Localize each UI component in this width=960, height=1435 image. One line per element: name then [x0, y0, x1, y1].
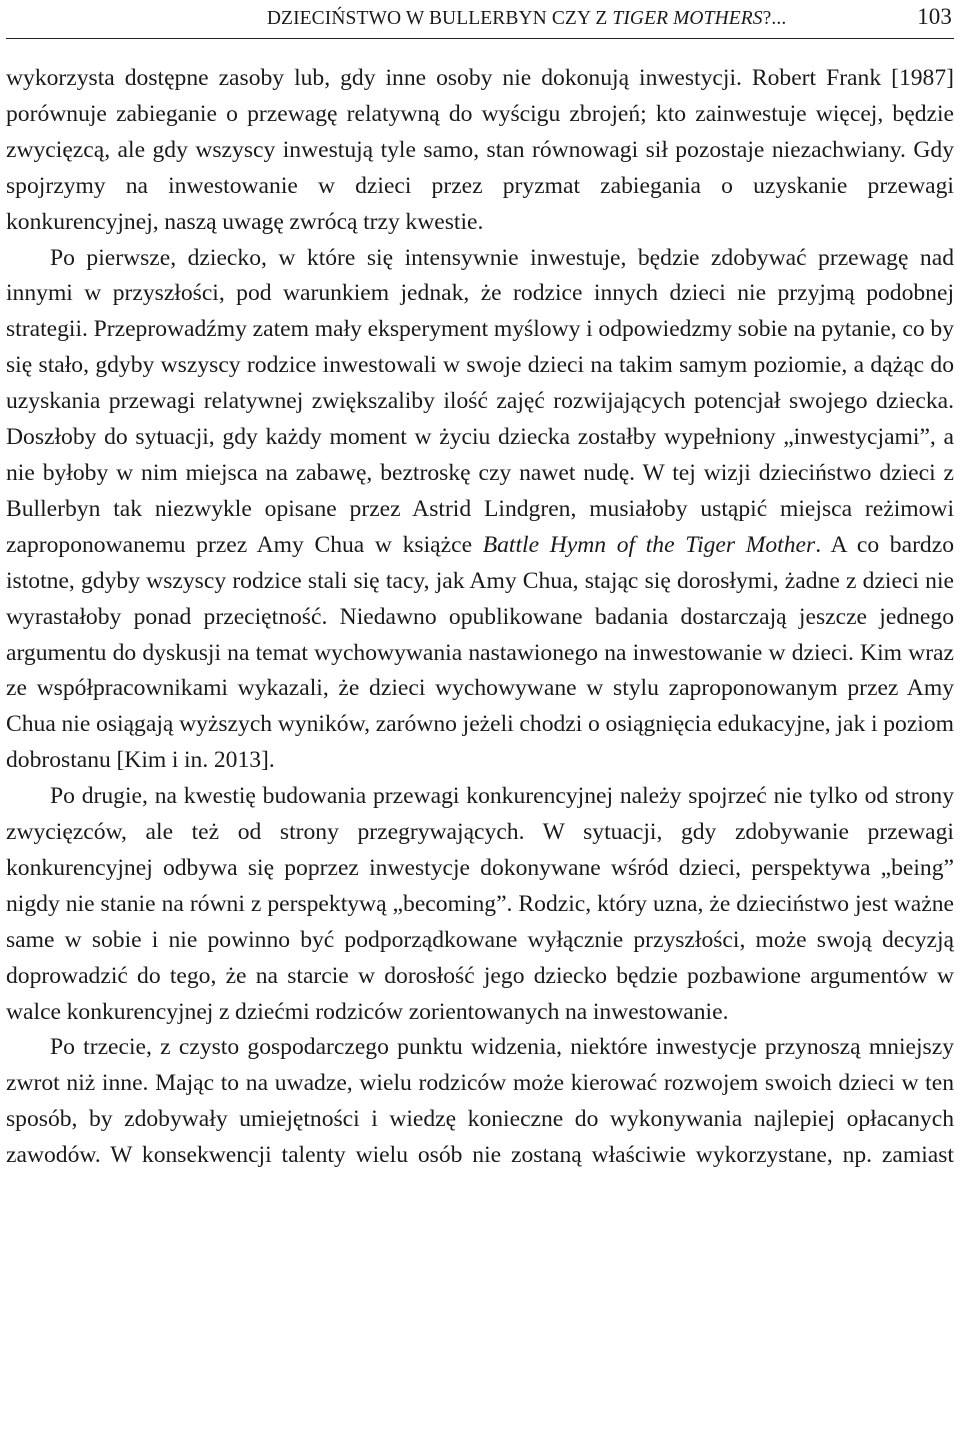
- running-title-part1: DZIECIŃSTWO W BULLERBYN CZY Z: [266, 8, 613, 29]
- header-rule: [6, 38, 954, 39]
- book-title: Battle Hymn of the Tiger Mother: [482, 531, 816, 558]
- running-title: [6, 8, 897, 30]
- page-number: 103: [917, 4, 952, 29]
- paragraph-2: [6, 241, 954, 780]
- running-title-italic: TIGER MOTHERS: [612, 8, 763, 29]
- text-body: [6, 61, 954, 1174]
- running-title-part3: ?...: [762, 8, 787, 29]
- paragraph-3: Po drugie, na kwestię budowania przewagi konkurencyjnej należy spojrzeć nie tylko od strony zwycięzców, ale też od strony przegrywających. W sytuacji, gdy zdobywanie przewagi konkurencyjnej odbywa się poprzez inwestycje dokonywane wśród dzieci, perspektywa „being” nigdy nie stanie na równi z perspektywą „becoming”. Rodzic, który uzna, że dzieciństwo jest ważne same w sobie i nie powinno być podporządkowane wyłącznie przyszłości, może swoją decyzją doprowadzić do tego, że na starcie w dorosłość jego dziecko będzie pozbawione argumentów w walce konkurencyjnej z dziećmi rodziców zorientowanych na inwestowanie.: [6, 783, 954, 1025]
- running-head: [6, 4, 952, 34]
- paragraph-1: wykorzysta dostępne zasoby lub, gdy inne osoby nie dokonują inwestycji. Robert Frank [1987] porównuje zabieganie o przewagę relatywną do wyścigu zbrojeń; kto zainwestuje więcej, będzie zwycięzcą, ale gdy wszyscy inwestują tyle samo, stan równowagi sił pozostaje niezachwiany. Gdy spojrzymy na inwestowanie w dzieci przez pryzmat zabiegania o uzyskanie przewagi konkurencyjnej, naszą uwagę zwrócą trzy kwestie.: [6, 65, 954, 235]
- paragraph-2-text-b: . A co bardzo istotne, gdyby wszyscy rodzice stali się tacy, jak Amy Chua, stając się dorosłymi, żadne z dzieci nie wyrastałoby ponad przeciętność. Niedawno opublikowane badania dostarczają jeszcze jednego argumentu do dyskusji na temat wychowywania nastawionego na inwestowanie w dzieci. Kim wraz ze współpracownikami wykazali, że dzieci wychowywane w stylu zaproponowanym przez Amy Chua nie osiągają wyższych wyników, zarówno jeżeli chodzi o osiągnięcia edukacyjne, jak i poziom dobrostanu [Kim i in. 2013].: [6, 531, 954, 774]
- paragraph-2-text-a: Po pierwsze, dziecko, w które się intensywnie inwestuje, będzie zdobywać przewagę nad innymi w przyszłości, pod warunkiem jednak, że rodzice innych dzieci nie przyjmą podobnej strategii. Przeprowadźmy zatem mały eksperyment myślowy i odpowiedzmy sobie na pytanie, co by się stało, gdyby wszyscy rodzice inwestowali w swoje dzieci na takim samym poziomie, a dążąc do uzyskania przewagi relatywnej zwiększaliby ilość zajęć rozwijających potencjał swojego dziecka. Doszłoby do sytuacji, gdy każdy moment w życiu dziecka zostałby wypełniony „inwestycjami”, a nie byłoby w nim miejsca na zabawę, beztroskę czy nawet nudę. W tej wizji dzieciństwo dzieci z Bullerbyn tak niezwykle opisane przez Astrid Lindgren, musiałoby ustąpić miejsca reżimowi zaproponowanemu przez Amy Chua w książce: [6, 244, 954, 558]
- paragraph-4: Po trzecie, z czysto gospodarczego punktu widzenia, niektóre inwestycje przynoszą mniejszy zwrot niż inne. Mając to na uwadze, wielu rodziców może kierować rozwojem swoich dzieci w ten sposób, by zdobywały umiejętności i wiedzę konieczne do wykonywania najlepiej opłacanych zawodów. W konsekwencji talenty wielu osób nie zostaną właściwie wykorzystane, np. zamiast: [6, 1034, 954, 1169]
